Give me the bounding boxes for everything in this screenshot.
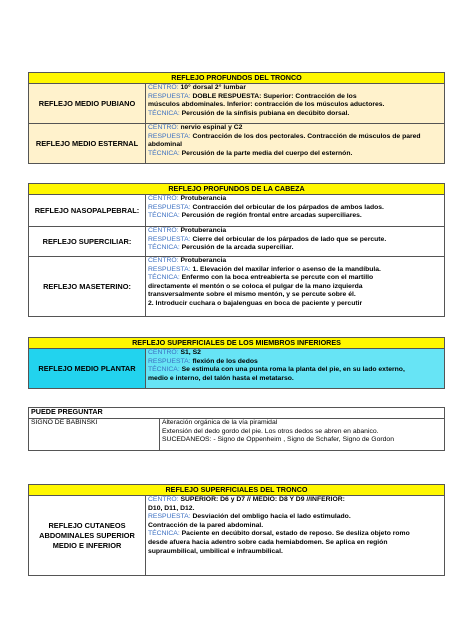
centro-value: 10° dorsal 2° lumbar: [180, 84, 246, 91]
row-content: CENTRO: S1, S2 RESPUESTA: flexión de los dedos TÉCNICA: Se estimula con una punta roma la planta del pie, en su lado externo, medio e interno, del talón hasta el metatarso.: [146, 349, 445, 389]
table-reflejo-profundos-tronco: [28, 72, 445, 164]
table-row: [29, 124, 445, 164]
table-puede-preguntar: [28, 407, 445, 451]
table-title: REFLEJO PROFUNDOS DE LA CABEZA: [29, 184, 445, 195]
table-title: REFLEJO PROFUNDOS DEL TRONCO: [29, 73, 445, 84]
table-title: PUEDE PREGUNTAR: [29, 408, 445, 419]
row-content: CENTRO: Protuberancia RESPUESTA: Contracción del orbicular de los párpados de ambos lados. TÉCNICA: Percusión de región frontal entre arcadas superciliares.: [146, 195, 445, 227]
table-title: REFLEJO SUPERFICIALES DEL TRONCO: [29, 485, 445, 496]
row-content: CENTRO: nervio espinal y C2 RESPUESTA: Contracción de los dos pectorales. Contracción de músculos de pared abdominal TÉCNICA: Percusión de la parte media del cuerpo del esternón.: [146, 124, 445, 164]
tecnica-value: Percusión de la parte media del cuerpo del esternón.: [181, 149, 353, 157]
row-label: REFLEJO MASETERINO:: [29, 257, 146, 317]
row-label: REFLEJO NASOPALPEBRAL:: [29, 195, 146, 227]
row-content: CENTRO: Protuberancia RESPUESTA: 1. Elevación del maxilar inferior o asenso de la mandíbula. TÉCNICA: Enfermo con la boca entreabierta se percute con el martillo directamente el mentón o se coloca el pulgar de la mano izquierda transversalmente sobre el mismo mentón, y se percute sobre él. 2. Introducir cuchara o bajalenguas en boca de paciente y percutir: [146, 257, 445, 317]
table-reflejo-superficiales-tronco: [28, 484, 445, 576]
row-content: CENTRO: Protuberancia RESPUESTA: Cierre del orbicular de los párpados de lado que se percute. TÉCNICA: Percusión de la arcada superciliar.: [146, 227, 445, 257]
table-title: REFLEJO SUPERFICIALES DE LOS MIEMBROS INFERIORES: [29, 338, 445, 349]
table-reflejo-superficiales-miembros-inferiores: [28, 337, 445, 389]
table-row: [29, 195, 445, 227]
table-reflejo-profundos-cabeza: [28, 183, 445, 317]
table-row: [29, 419, 445, 451]
row-label: REFLEJO SUPERCILIAR:: [29, 227, 146, 257]
row-label: SIGNO DE BABINSKI: [29, 419, 160, 451]
row-label: REFLEJO MEDIO ESTERNAL: [29, 124, 146, 164]
table-row: [29, 496, 445, 576]
row-content: Alteración orgánica de la vía piramidal Extensión del dedo gordo del pie. Los otros dedos se abren en abanico. SUCEDANEOS: - Signo de Oppenheim , Signo de Schafer, Signo de Gordon: [160, 419, 445, 451]
table-row: [29, 84, 445, 124]
row-content: CENTRO: 10° dorsal 2° lumbar RESPUESTA: DOBLE RESPUESTA: Superior: Contracción de los músculos abdominales. Inferior: contracción de los músculos aductores. TÉCNICA: Percusión de la sínfisis pubiana en decúbito dorsal.: [146, 84, 445, 124]
row-label: REFLEJO CUTANEOS ABDOMINALES SUPERIOR MEDIO E INFERIOR: [29, 496, 146, 576]
row-label: REFLEJO MEDIO PUBIANO: [29, 84, 146, 124]
row-content: CENTRO: SUPERIOR: D6 y D7 // MEDIO: D8 Y D9 //INFERIOR: D10, D11, D12. RESPUESTA: Desviación del ombligo hacia el lado estimulado. Contracción de la pared abdominal. TÉCNICA: Paciente en decúbito dorsal, estado de reposo. Se desliza objeto romo desde afuera hacia adentro sobre cada hemiabdomen. Se aplica en región supraumbilical, umbilical e infraumbilical.: [146, 496, 445, 576]
tecnica-value: Percusión de la sínfisis pubiana en decúbito dorsal.: [181, 109, 350, 117]
centro-value: nervio espinal y C2: [180, 124, 243, 131]
table-row: [29, 349, 445, 389]
table-row: [29, 257, 445, 317]
row-label: REFLEJO MEDIO PLANTAR: [29, 349, 146, 389]
table-row: [29, 227, 445, 257]
respuesta-value: Contracción de los dos pectorales. Contracción de músculos de pared: [192, 132, 421, 140]
respuesta-value: DOBLE RESPUESTA: Superior: Contracción de los: [192, 92, 357, 100]
